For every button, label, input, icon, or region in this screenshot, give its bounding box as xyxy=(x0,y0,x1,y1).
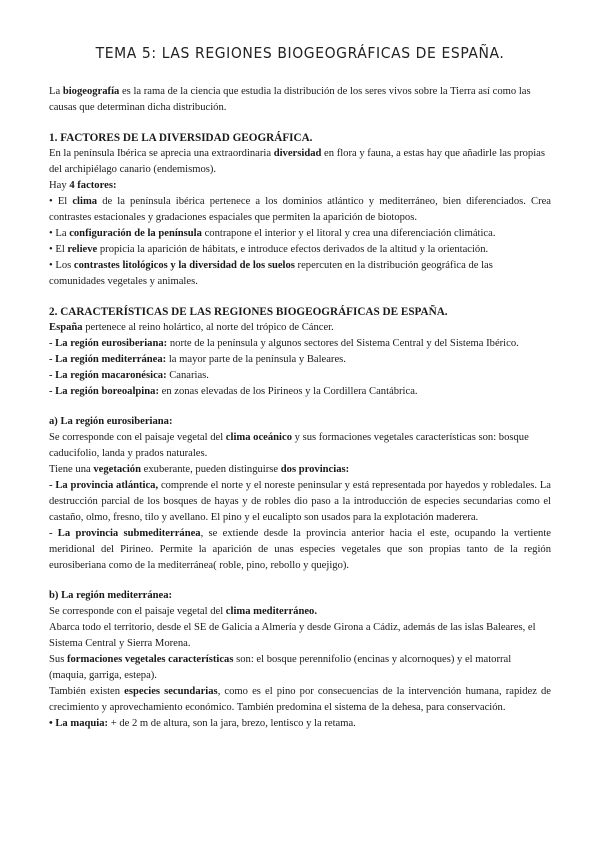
text: de la península ibérica pertenece a los dominios atlántico y mediterráneo, bien diferenciados. Crea contrastes estacionales y gradaciones espaciales que permiten la aparición de biotopos. xyxy=(49,196,552,223)
a-paragraph-2 xyxy=(49,462,551,478)
intro-paragraph xyxy=(49,84,551,116)
bold-term: - La región boreoalpina: xyxy=(49,386,159,397)
text: Canarias. xyxy=(166,370,209,381)
bold-term: - La región macaronésica: xyxy=(49,370,167,381)
bold-term: España xyxy=(49,322,83,333)
bullet-maquia xyxy=(49,716,551,732)
text: En la península Ibérica se aprecia una extraordinaria xyxy=(49,148,274,159)
text: en zonas elevadas de los Pirineos y la Cordillera Cantábrica. xyxy=(158,386,418,397)
b-paragraph-4 xyxy=(49,684,551,716)
text: • El xyxy=(49,196,73,207)
provincia-atlantica xyxy=(49,478,551,526)
text: comprende el norte y el noreste peninsular y está representada por hayedos y robledales. La destrucción parcial de los bosques de hayas y de robles dio paso a la introducción de especies secundarias como el castaño, olmo, fresno, tilo y avellano. El pino y el eucalipto son usados para la explotación maderera. xyxy=(49,480,552,523)
text: • La xyxy=(49,228,70,239)
b-paragraph-1 xyxy=(49,604,551,620)
text: norte de la península y algunos sectores del Sistema Central y del Sistema Ibérico. xyxy=(167,338,519,349)
text: propicia la aparición de hábitats, e introduce efectos derivados de la altitud y la orientación. xyxy=(97,244,489,255)
bold-term: - La provincia submediterránea xyxy=(49,528,201,539)
bullet-contrastes xyxy=(49,258,551,290)
subsection-a-heading: a) La región eurosiberiana: xyxy=(49,416,173,427)
bold-term: formaciones vegetales características xyxy=(66,654,234,665)
text: , se extiende desde la provincia anterior hacia el este, ocupando la vertiente meridional del Pirineo. Permite la aparición de unas especies vegetales que son propias tanto de la región eurosiberiana como de la mediterránea( roble, pino, rebollo y quejigo). xyxy=(49,528,551,571)
provincia-submediterranea xyxy=(49,526,551,574)
region-mediterranea xyxy=(49,352,551,368)
bullet-clima xyxy=(49,194,551,226)
section-1-heading: 1. FACTORES DE LA DIVERSIDAD GEOGRÁFICA. xyxy=(49,132,313,144)
a-paragraph-1 xyxy=(49,430,551,462)
text: pertenece al reino holártico, al norte del trópico de Cáncer. xyxy=(82,322,334,333)
s2-paragraph-1 xyxy=(49,320,551,336)
text: Se corresponde con el paisaje vegetal del xyxy=(49,432,226,443)
section-2-heading: 2. CARACTERÍSTICAS DE LAS REGIONES BIOGEOGRÁFICAS DE ESPAÑA. xyxy=(49,306,448,318)
subsection-b-heading: b) La región mediterránea: xyxy=(49,590,173,601)
text: repercuten en la distribución geográfica de las comunidades vegetales y animales. xyxy=(49,260,493,287)
text: exuberante, pueden distinguirse xyxy=(141,464,281,475)
text: , como es el pino por consecuencias de la intervención humana, rapidez de crecimiento y aprovechamiento económico. También predomina el sistema de la dehesa, para conservación. xyxy=(49,686,551,713)
bold-term: biogeografía xyxy=(62,86,120,97)
text: Hay xyxy=(49,180,70,191)
region-boreoalpina xyxy=(49,384,551,400)
bold-term: diversidad xyxy=(273,148,322,159)
text: en flora y fauna, a estas hay que añadirle las propias del archipiélago canario (endemismos). xyxy=(49,148,545,175)
bold-term: - La provincia atlántica, xyxy=(49,480,159,491)
text: son: el bosque perennifolio (encinas y alcornoques) y el matorral (maquia, garriga, estepa). xyxy=(49,654,512,681)
region-eurosiberiana xyxy=(49,336,551,352)
bold-term: - La región eurosiberiana: xyxy=(49,338,168,349)
bold-term: • La maquia: xyxy=(49,718,109,729)
bold-term: clima oceánico xyxy=(225,432,292,443)
bold-term: configuración de la península xyxy=(69,228,202,239)
s1-paragraph-1 xyxy=(49,146,551,178)
text: la mayor parte de la península y Baleares. xyxy=(166,354,346,365)
bold-term: contrastes litológicos y la diversidad de los suelos xyxy=(73,260,295,271)
bold-term: dos provincias: xyxy=(280,464,350,475)
document-body xyxy=(49,84,551,732)
text: contrapone el interior y el litoral y crea una diferenciación climática. xyxy=(201,228,496,239)
bullet-relieve xyxy=(49,242,551,258)
s1-paragraph-2 xyxy=(49,178,551,194)
text: • Los xyxy=(49,260,74,271)
bullet-configuracion xyxy=(49,226,551,242)
bold-term: relieve xyxy=(67,244,98,255)
text: Sus xyxy=(49,654,67,665)
text: + de 2 m de altura, son la jara, brezo, lentisco y la retama. xyxy=(108,718,356,729)
text: y sus formaciones vegetales características son: bosque caducifolio, landa y prados naturales. xyxy=(49,432,529,459)
bold-term: - La región mediterránea: xyxy=(49,354,167,365)
bold-term: clima mediterráneo. xyxy=(225,606,317,617)
text: También existen xyxy=(49,686,125,697)
bold-term: clima xyxy=(72,196,98,207)
bold-term: especies secundarias xyxy=(124,686,218,697)
page-title: TEMA 5: LAS REGIONES BIOGEOGRÁFICAS DE ESPAÑA. xyxy=(95,44,505,62)
b-paragraph-2: Abarca todo el territorio, desde el SE de Galicia a Almería y desde Girona a Cádiz, además de las islas Baleares, el Sistema Central y Sierra Morena. xyxy=(49,622,536,649)
bold-term: 4 factores: xyxy=(69,180,117,191)
text: • El xyxy=(49,244,68,255)
text: es la rama de la ciencia que estudia la distribución de los seres vivos sobre la Tierra así como las causas que determinan dicha distribución. xyxy=(49,86,531,113)
text: La xyxy=(49,86,63,97)
text: Se corresponde con el paisaje vegetal del xyxy=(49,606,226,617)
bold-term: vegetación xyxy=(93,464,142,475)
region-macaronesica xyxy=(49,368,551,384)
text: Tiene una xyxy=(49,464,94,475)
b-paragraph-3 xyxy=(49,652,551,684)
